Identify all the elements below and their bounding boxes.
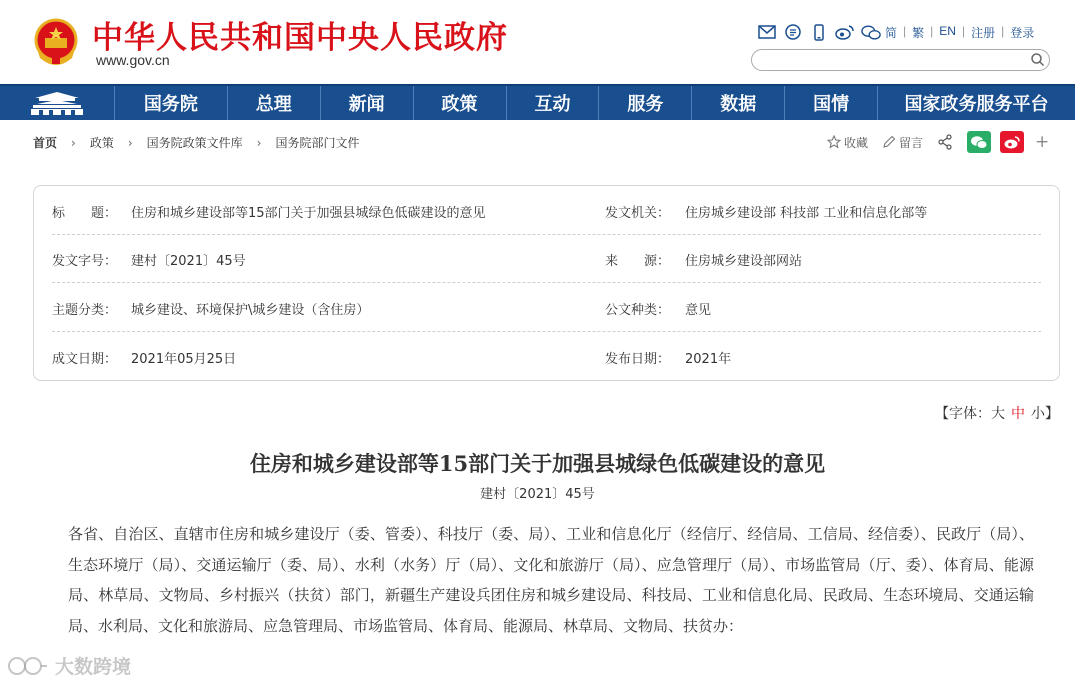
weibo-icon [1003,135,1021,150]
wechat-icon[interactable] [861,23,881,41]
source-key: 来 源： [605,253,671,269]
star-icon [827,135,841,149]
publish-date-value: 2021年 [685,351,732,367]
lang-traditional-link[interactable]: 繁 [912,26,925,40]
breadcrumb-home[interactable]: 首页 [33,136,58,150]
mail-icon[interactable] [757,23,777,41]
favorite-label: 收藏 [844,135,869,150]
top-links [885,24,1034,41]
publish-date-key: 发布日期： [605,351,671,367]
topic-value: 城乡建设、环境保护\城乡建设（含住房） [131,302,370,318]
breadcrumb [33,134,360,151]
comment-button[interactable] [882,134,923,151]
nav-item-gov-services-platform[interactable]: 国家政务服务平台 [904,94,1049,115]
nav-item-state-council[interactable]: 国务院 [115,86,228,120]
watermark-logo-icon [7,655,49,677]
weibo-share-button[interactable] [1000,131,1024,153]
article-doc-number: 建村〔2021〕45号 [480,487,595,502]
mobile-icon[interactable] [809,23,829,41]
share-bar [827,131,1049,153]
weibo-icon[interactable] [835,23,855,41]
search-icon[interactable] [1030,52,1045,67]
nav-item-services[interactable]: 服务 [599,86,692,120]
login-link[interactable]: 登录 [1010,26,1035,40]
chevron-right-icon: › [256,135,262,150]
breadcrumb-policy-library[interactable]: 国务院政策文件库 [146,136,243,150]
divider: | [1001,24,1005,38]
issuer-value: 住房城乡建设部 科技部 工业和信息化部等 [685,205,928,221]
title-key: 标 题： [52,205,118,221]
doctype-value: 意见 [685,302,712,318]
nav-home-button[interactable] [0,86,115,120]
font-size-small-button[interactable]: 小 [1031,406,1045,422]
site-url[interactable]: www.gov.cn [96,52,170,68]
national-emblem-icon[interactable] [32,18,80,68]
written-date-value: 2021年05月25日 [131,351,237,367]
site-title[interactable]: 中华人民共和国中央人民政府 [92,20,508,56]
doctype-key: 公文种类： [605,302,671,318]
info-row [34,284,1059,332]
docno-key: 发文字号： [52,253,118,269]
topic-key: 主题分类： [52,302,118,318]
font-size-medium-button[interactable]: 中 [1011,406,1025,422]
lang-english-link[interactable]: EN [939,24,956,38]
nav-item-policy[interactable]: 政策 [414,86,507,120]
nav-item-premier[interactable]: 总理 [228,86,321,120]
divider: | [961,24,966,38]
main-nav [0,84,1075,120]
tiananmen-icon [27,90,87,116]
nav-item-news[interactable]: 新闻 [321,86,414,120]
font-size-switcher [935,403,1059,423]
share-button[interactable] [937,134,953,150]
article-body: 各省、自治区、直辖市住房和城乡建设厅（委、管委）、科技厅（委、局）、工业和信息化厅（经信厅、经信局、工信局、经信委）、民政厅（局）、生态环境厅（局）、交通运输厅（委、局）、水利（水务）厅（局）、文化和旅游厅（局）、应急管理厅（局）、市场监管局（厅、委）、体育局、能源局、林草局、文物局、乡村振兴（扶贫）部门，新疆生产建设兵团住房和城乡建设局、科技局、工业和信息化局、民政局、生态环境局、交通运输局、水利局、文化和旅游局、应急管理局、市场监管局、体育局、能源局、林草局、文物局、扶贫办： [68,525,1034,635]
watermark-text: 大数跨境 [55,656,132,678]
article-title: 住房和城乡建设部等15部门关于加强县城绿色低碳建设的意见 [249,451,826,476]
source-value: 住房城乡建设部网站 [685,253,803,269]
breadcrumb-department-docs[interactable]: 国务院部门文件 [275,136,360,150]
info-row [34,187,1059,235]
top-icon-bar [757,22,881,42]
nav-item-interaction[interactable]: 互动 [507,86,600,120]
site-header [0,0,1075,84]
docno-value: 建村〔2021〕45号 [131,253,246,269]
register-link[interactable]: 注册 [971,26,996,40]
breadcrumb-policy[interactable]: 政策 [89,136,114,150]
wechat-icon [970,135,988,150]
comment-label: 留言 [899,135,924,150]
issuer-key: 发文机关： [605,205,671,221]
divider: | [930,24,934,38]
nav-item-data[interactable]: 数据 [692,86,785,120]
font-size-prefix: 【字体： [935,406,991,422]
info-row [34,333,1059,381]
pencil-icon [882,135,896,149]
chevron-right-icon: › [71,135,76,150]
more-share-icon[interactable]: + [1035,132,1050,152]
written-date-key: 成文日期： [52,351,118,367]
font-size-suffix: 】 [1045,406,1059,422]
divider: | [903,24,907,38]
rss-icon[interactable] [783,23,803,41]
title-value: 住房和城乡建设部等15部门关于加强县城绿色低碳建设的意见 [131,205,486,221]
wechat-share-button[interactable] [967,131,991,153]
chevron-right-icon: › [127,135,133,150]
info-row [34,235,1059,283]
document-info-table [33,185,1060,381]
share-icon [937,134,953,150]
watermark [7,652,131,679]
favorite-button[interactable] [827,134,868,151]
nav-item-national-conditions[interactable]: 国情 [785,86,878,120]
font-size-large-button[interactable]: 大 [991,406,1005,422]
lang-simplified-link[interactable]: 简 [885,26,898,40]
search-input[interactable] [751,49,1050,71]
